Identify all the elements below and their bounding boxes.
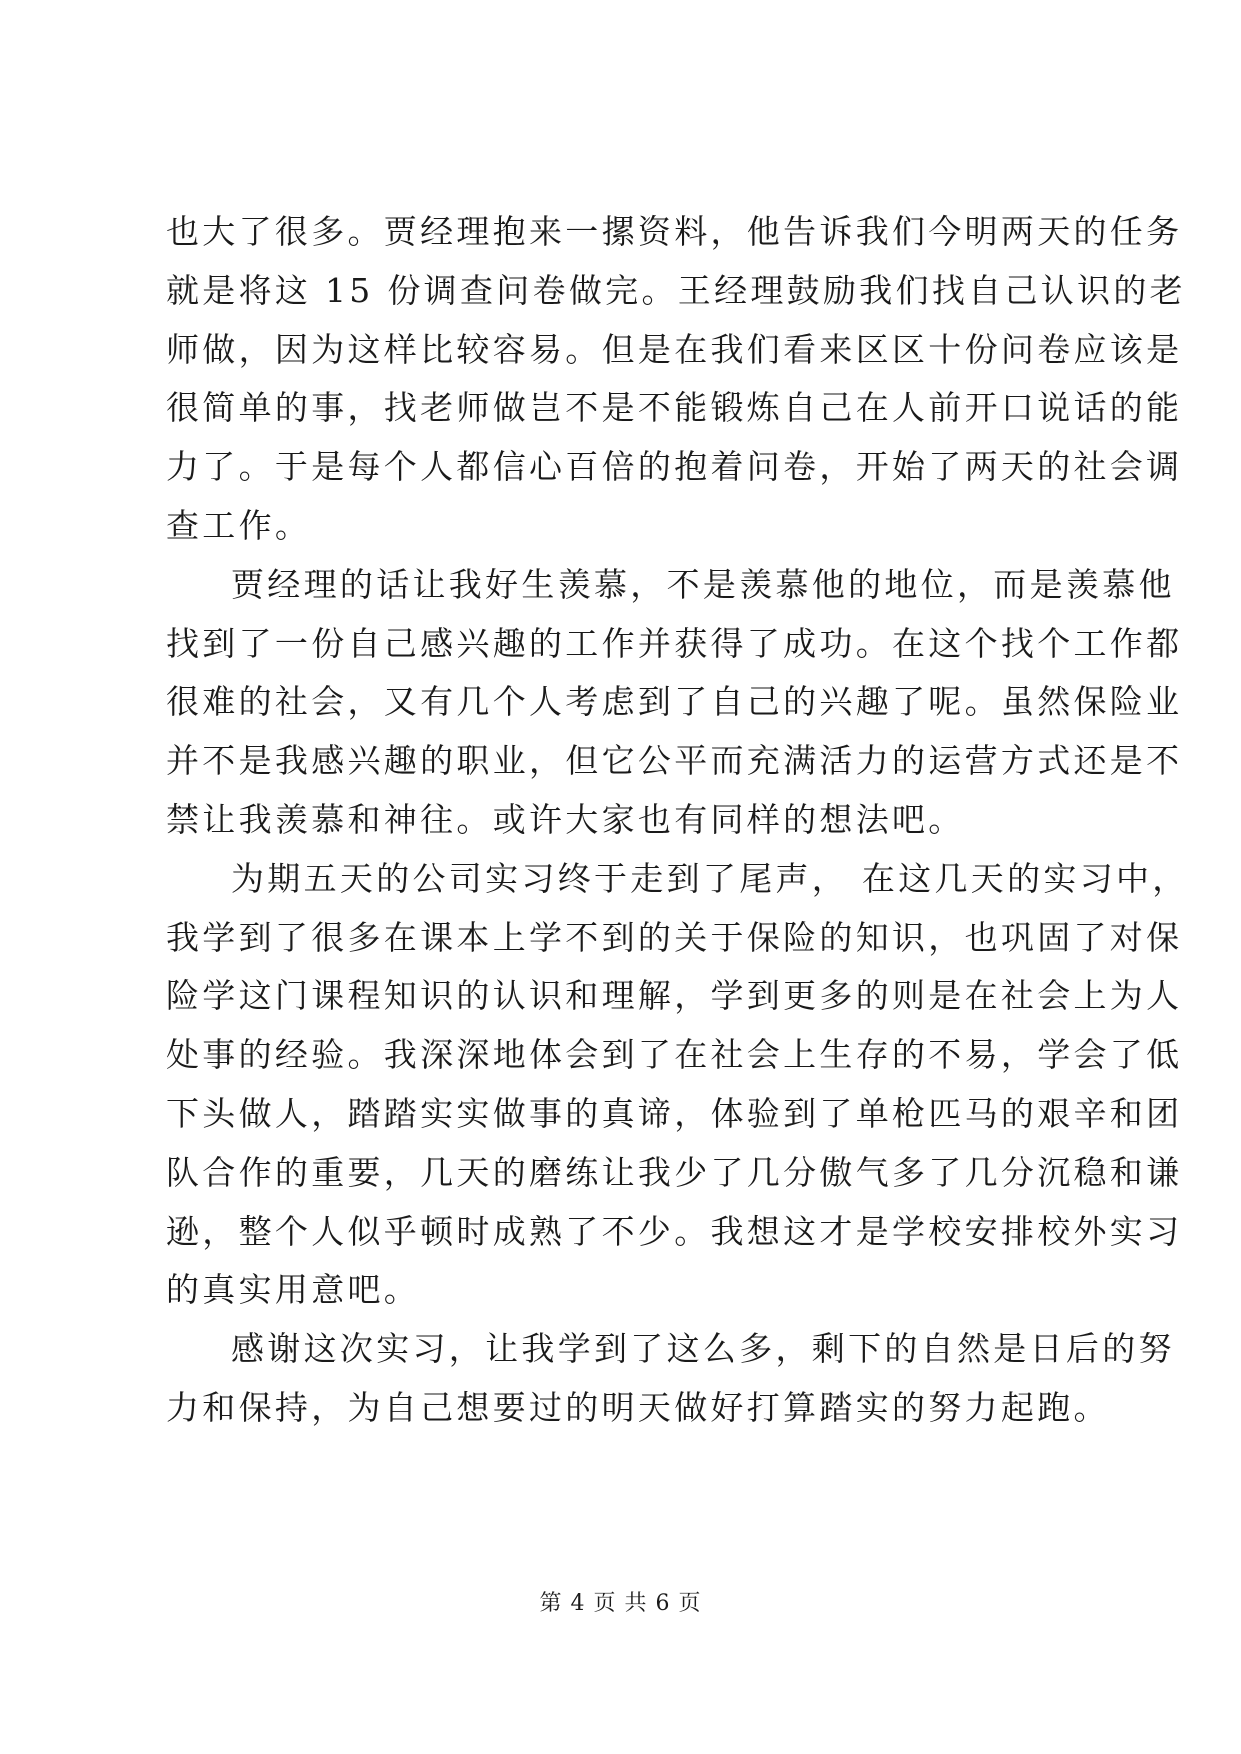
text-line: 我学到了很多在课本上学不到的关于保险的知识，也巩固了对保: [166, 918, 1183, 957]
text-line: 队合作的重要，几天的磨练让我少了几分傲气多了几分沉稳和谦: [166, 1153, 1183, 1192]
page-number-footer: 第 4 页 共 6 页: [539, 1591, 702, 1616]
text-line: 处事的经验。我深深地体会到了在社会上生存的不易，学会了低: [166, 1035, 1183, 1074]
text-line: 险学这门课程知识的认识和理解，学到更多的则是在社会上为人: [166, 976, 1183, 1015]
text-line: 就是将这 15 份调查问卷做完。王经理鼓励我们找自己认识的老: [166, 271, 1186, 310]
paragraph-first-line: 贾经理的话让我好生羡慕，不是羡慕他的地位，而是羡慕他: [231, 565, 1175, 604]
text-line: 的真实用意吧。: [166, 1270, 421, 1309]
text-line: 逊，整个人似乎顿时成熟了不少。我想这才是学校安排校外实习: [166, 1212, 1183, 1251]
text-line: 禁让我羡慕和神往。或许大家也有同样的想法吧。: [166, 800, 965, 839]
text-line: 找到了一份自己感兴趣的工作并获得了成功。在这个找个工作都: [166, 624, 1183, 663]
text-line: 很难的社会，又有几个人考虑到了自己的兴趣了呢。虽然保险业: [166, 682, 1183, 721]
paragraph-first-line: 感谢这次实习，让我学到了这么多，剩下的自然是日后的努: [231, 1329, 1175, 1368]
text-line: 下头做人，踏踏实实做事的真谛，体验到了单枪匹马的艰辛和团: [166, 1094, 1183, 1133]
text-line: 力了。于是每个人都信心百倍的抱着问卷，开始了两天的社会调: [166, 447, 1183, 486]
text-line: 并不是我感兴趣的职业，但它公平而充满活力的运营方式还是不: [166, 741, 1183, 780]
paragraph-first-line: 为期五天的公司实习终于走到了尾声， 在这几天的实习中，: [231, 859, 1189, 898]
text-line: 师做，因为这样比较容易。但是在我们看来区区十份问卷应该是: [166, 330, 1183, 369]
text-line: 很简单的事，找老师做岂不是不能锻炼自己在人前开口说话的能: [166, 388, 1183, 427]
text-line: 也大了很多。贾经理抱来一摞资料，他告诉我们今明两天的任务: [166, 212, 1183, 251]
text-line: 查工作。: [166, 506, 312, 545]
text-line: 力和保持，为自己想要过的明天做好打算踏实的努力起跑。: [166, 1388, 1110, 1427]
